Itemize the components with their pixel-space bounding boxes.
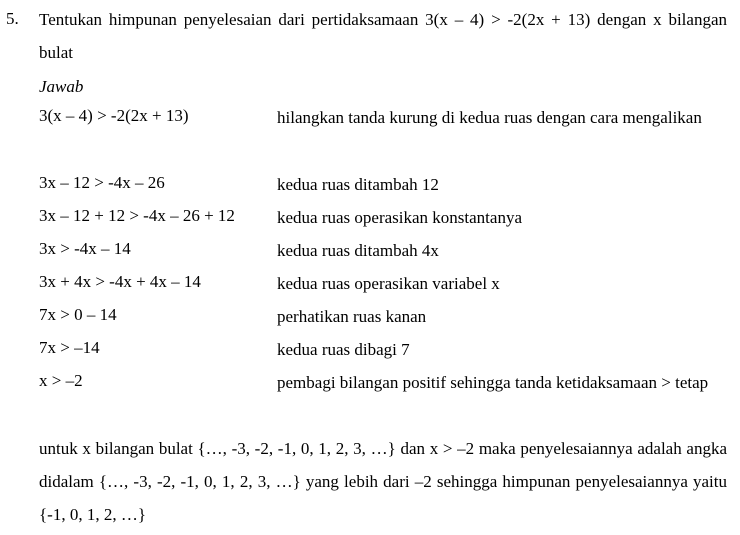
step-explanation: kedua ruas operasikan konstantanya xyxy=(277,208,522,227)
step-explanation: kedua ruas dibagi 7 xyxy=(277,340,410,359)
step-equation: 3x – 12 + 12 > -4x – 26 + 12 xyxy=(39,206,235,225)
step-equation: 7x > 0 – 14 xyxy=(39,305,117,324)
step-equation: x > –2 xyxy=(39,371,83,390)
step-explanation: kedua ruas ditambah 4x xyxy=(277,241,439,260)
step-explanation: perhatikan ruas kanan xyxy=(277,307,427,326)
step-explanation: hilangkan tanda kurung di kedua ruas dengan cara mengalikan xyxy=(277,108,702,127)
step-equation: 3x + 4x > -4x + 4x – 14 xyxy=(39,272,201,291)
step-row-3 xyxy=(39,201,727,234)
step-equation: 3x > -4x – 14 xyxy=(39,239,131,258)
problem-question: Tentukan himpunan penyelesaian dari pertidaksamaan 3(x – 4) > -2(2x + 13) dengan x bilangan bulat xyxy=(39,10,727,62)
step-row-7 xyxy=(39,333,727,366)
step-explanation: kedua ruas operasikan variabel x xyxy=(277,274,500,293)
problem-number: 5. xyxy=(6,9,19,28)
step-row-1 xyxy=(39,101,727,134)
step-row-5 xyxy=(39,267,727,300)
step-row-6 xyxy=(39,300,727,333)
step-explanation: pembagi bilangan positif sehingga tanda ketidaksamaan > tetap xyxy=(277,373,709,392)
step-equation: 7x > –14 xyxy=(39,338,100,357)
conclusion-paragraph: untuk x bilangan bulat {…, -3, -2, -1, 0, 1, 2, 3, …} dan x > –2 maka penyelesaiannya adalah angka didalam {…, -3, -2, -1, 0, 1, 2, 3, …} yang lebih dari –2 sehingga himpunan penyelesaiannya yaitu {-1, 0, 1, 2, …} xyxy=(39,439,727,524)
step-row-2 xyxy=(39,168,727,201)
answer-label: Jawab xyxy=(39,77,84,96)
step-row-8 xyxy=(39,366,727,399)
step-row-4 xyxy=(39,234,727,267)
step-equation: 3x – 12 > -4x – 26 xyxy=(39,173,165,192)
step-equation: 3(x – 4) > -2(2x + 13) xyxy=(39,106,189,125)
step-explanation: kedua ruas ditambah 12 xyxy=(277,175,439,194)
